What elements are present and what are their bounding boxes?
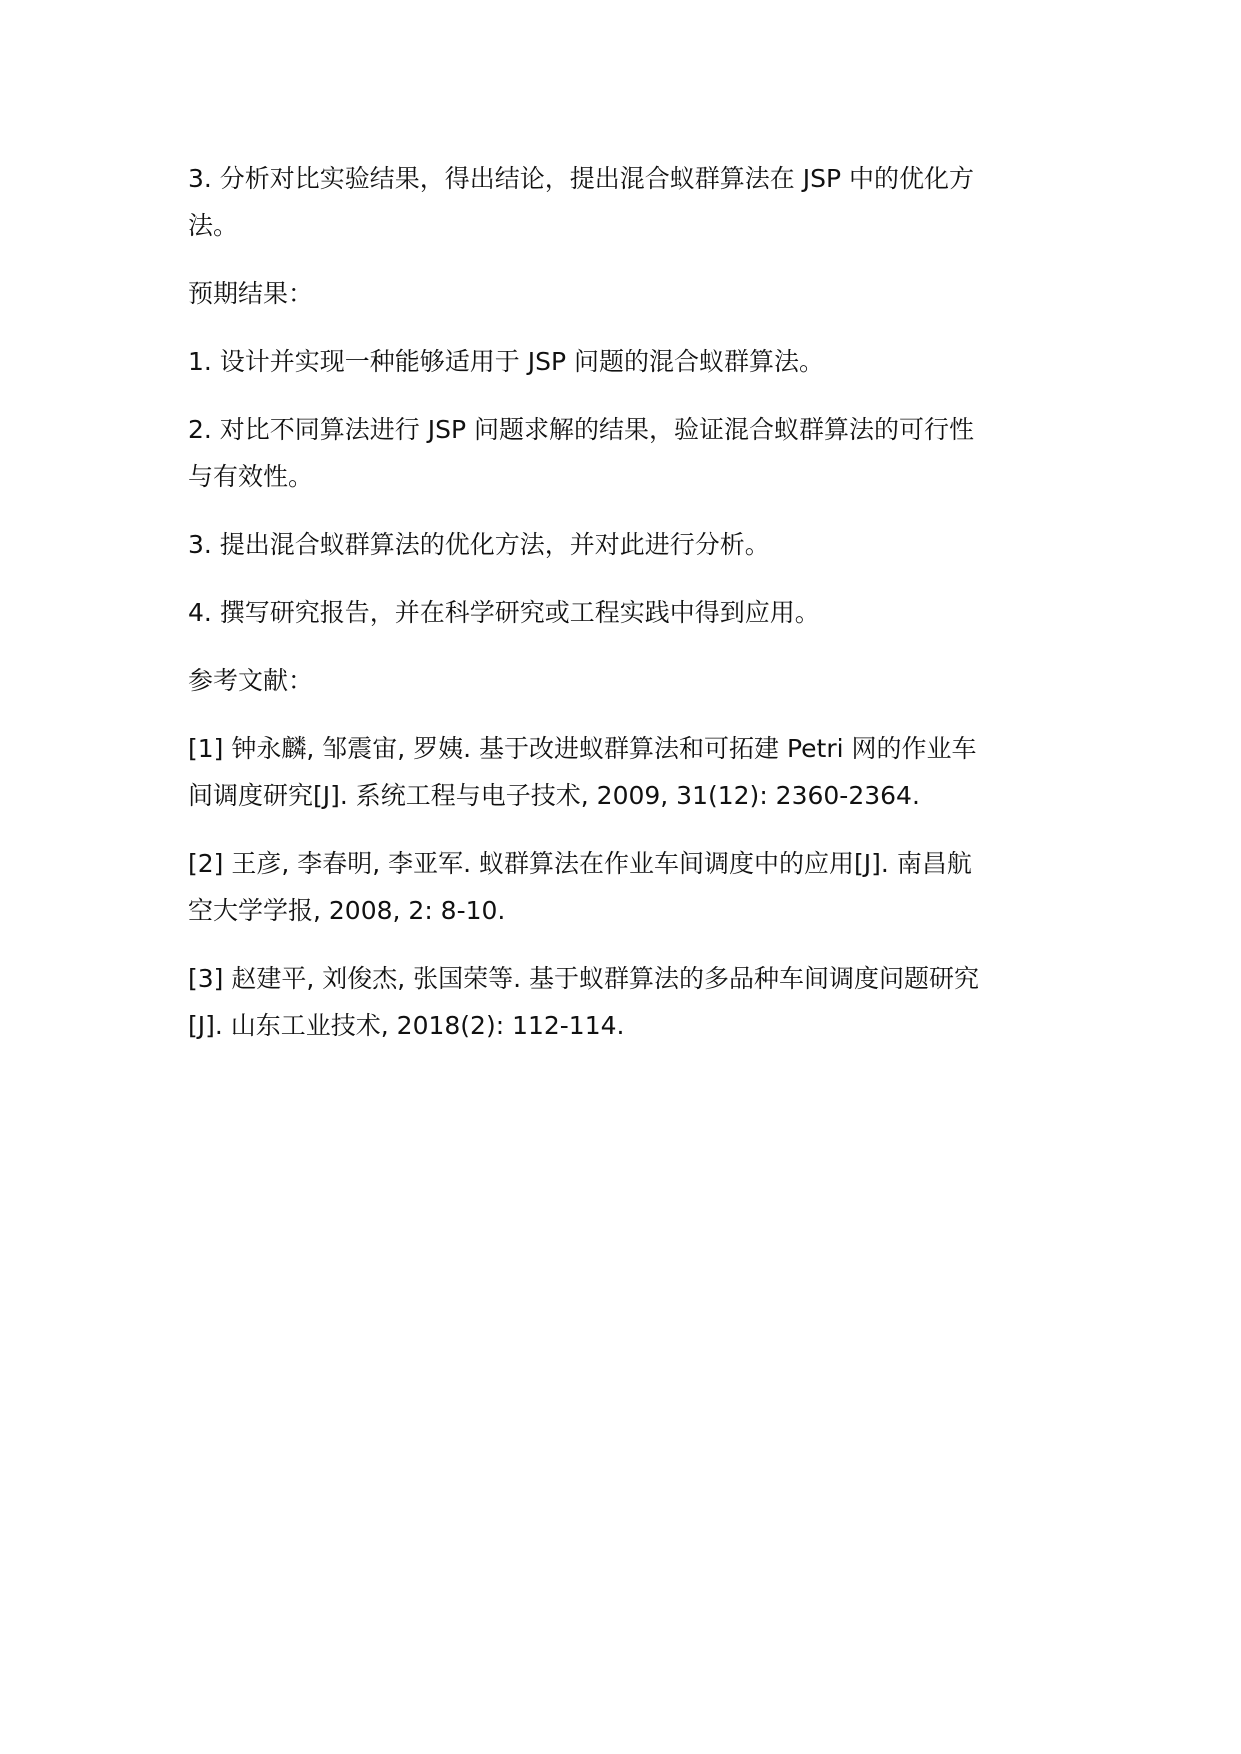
text-line: 3. 分析对比实验结果，得出结论，提出混合蚁群算法在 JSP 中的优化方 — [188, 164, 975, 193]
references-heading — [188, 657, 1058, 704]
text-line: 间调度研究[J]. 系统工程与电子技术, 2009, 31(12): 2360-2364. — [188, 781, 920, 810]
text-line: 参考文献： — [188, 666, 314, 695]
reference-3 — [188, 955, 1058, 1049]
expected-result-item-1 — [188, 338, 1058, 385]
document-body — [188, 155, 1058, 1070]
reference-1 — [188, 725, 1058, 819]
text-line: [2] 王彦, 李春明, 李亚军. 蚁群算法在作业车间调度中的应用[J]. 南昌航 — [188, 849, 972, 878]
text-line: [J]. 山东工业技术, 2018(2): 112-114. — [188, 1011, 625, 1040]
text-line: 法。 — [188, 211, 239, 240]
text-line: [1] 钟永麟, 邹震宙, 罗姨. 基于改进蚁群算法和可拓建 Petri 网的作业车 — [188, 734, 977, 763]
text-line: 2. 对比不同算法进行 JSP 问题求解的结果，验证混合蚁群算法的可行性 — [188, 415, 975, 444]
expected-results-heading — [188, 270, 1058, 317]
expected-result-item-3 — [188, 521, 1058, 568]
text-line: 1. 设计并实现一种能够适用于 JSP 问题的混合蚁群算法。 — [188, 347, 825, 376]
text-line: [3] 赵建平, 刘俊杰, 张国荣等. 基于蚁群算法的多品种车间调度问题研究 — [188, 964, 980, 993]
step-3-analysis-paragraph — [188, 155, 1058, 249]
text-line: 预期结果： — [188, 279, 314, 308]
text-line: 4. 撰写研究报告，并在科学研究或工程实践中得到应用。 — [188, 598, 820, 627]
expected-result-item-4 — [188, 589, 1058, 636]
reference-2 — [188, 840, 1058, 934]
text-line: 3. 提出混合蚁群算法的优化方法，并对此进行分析。 — [188, 530, 770, 559]
text-line: 空大学学报, 2008, 2: 8-10. — [188, 896, 506, 925]
expected-result-item-2 — [188, 406, 1058, 500]
text-line: 与有效性。 — [188, 462, 314, 491]
